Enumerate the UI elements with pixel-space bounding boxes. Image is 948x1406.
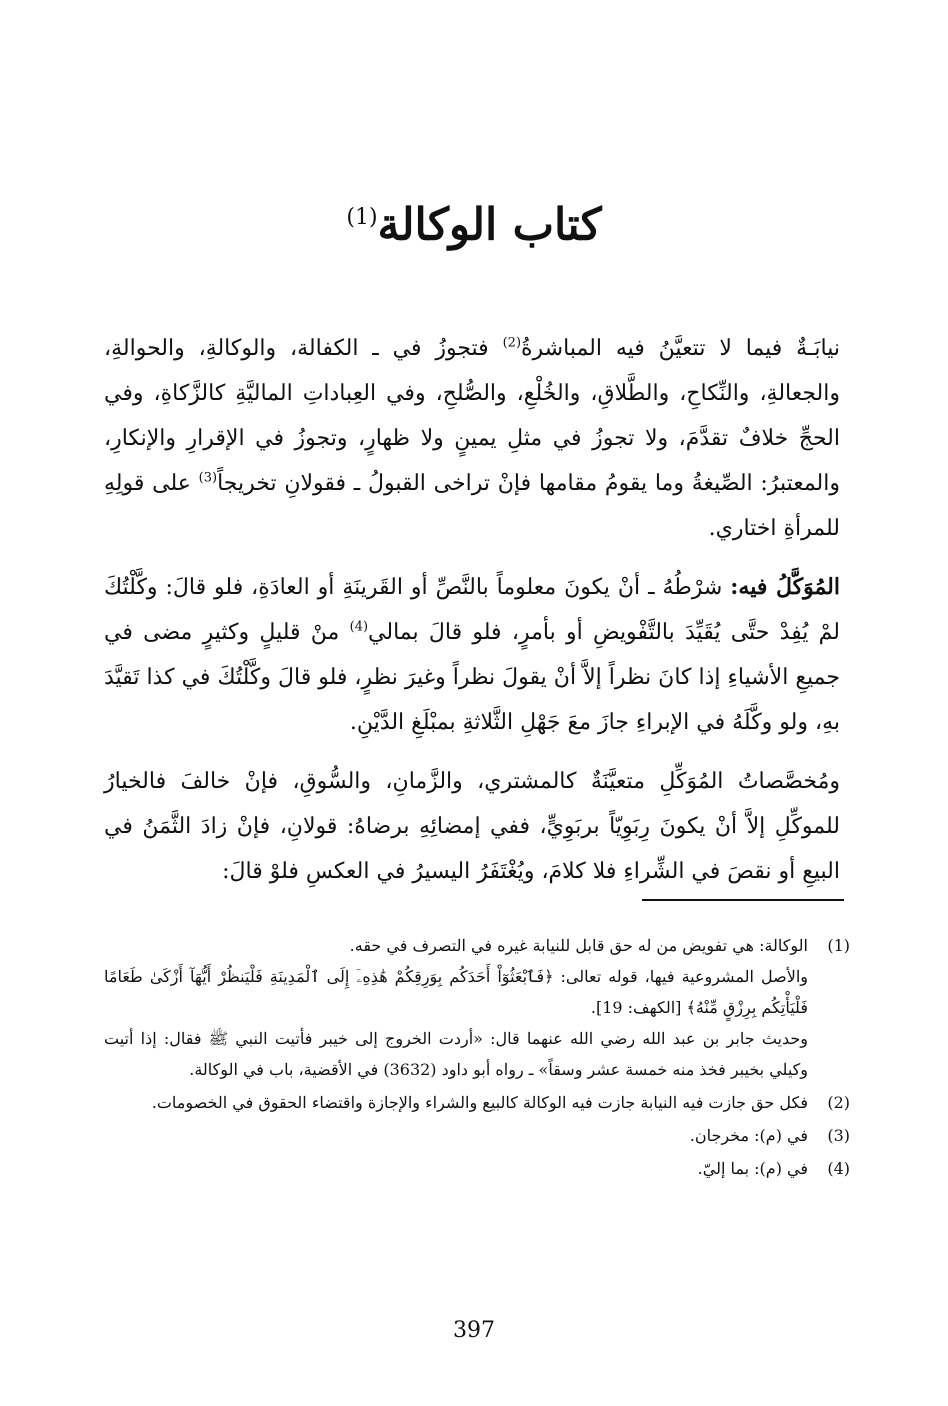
text-segment: فتجوزُ في ـ الكفالة، والوكالةِ، والحوالةِ، والجعالةِ، والنِّكاحِ، والطَّلاقِ، والخُلْعِ، والصُّلحِ، وفي العِباداتِ الماليَّةِ كالزَّكاةِ، وفي الحجِّ خلافٌ تقدَّمَ، ولا تجوزُ في مثلِ يمينٍ ولا ظهارٍ، وتجوزُ في الإقرارِ والإنكارِ، والمعتبرُ: الصِّيغةُ وما يقومُ مقامها فإنْ تراخى القبولُ ـ فقولانِ تخريجاً (104, 336, 840, 496)
text-segment: شرْطُهُ ـ أنْ يكونَ معلوماً بالنَّصِّ أو القَرينَةِ أو العادَةِ، فلو قالَ: وكَّلْتُكَ لمْ يُفِدْ حتَّى يُقَيِّدَ بالتَّفْويضِ أو بأمرٍ، فلو قالَ بمالي (104, 575, 841, 645)
title-footnote-ref: (1) (346, 205, 378, 230)
footnote-ref: (2) (502, 335, 522, 351)
footnote-line: الوكالة: هي تفويض من له حق قابل للنيابة غيره في التصرف في حقه. (349, 936, 808, 955)
footnote-item (104, 1087, 850, 1118)
paragraph-lead: المُوَكَّلُ فيه: (730, 574, 840, 600)
footnote-number: (2) (827, 1093, 850, 1112)
footnote-ref: (4) (349, 619, 369, 635)
footnote-separator (642, 899, 844, 901)
footnote-number: (1) (827, 936, 850, 955)
footnote-line: والأصل المشروعية فيها، قوله تعالى: ﴿فَٱبْعَثُوٓاْ أَحَدَكُم بِوَرِقِكُمْ هَٰذِهِۦٓ إِلَى ٱلْمَدِينَةِ فَلْيَنظُرْ أَيُّهَآ أَزْكَىٰ طَعَامًا فَلْيَأْتِكُم بِرِزْقٍ مِّنْهُ﴾ [الكهف: 19]. (104, 967, 808, 1017)
footnote-line: وحديث جابر بن عبد الله رضي الله عنهما قال: «أردت الخروج إلى خيبر فأتيت النبي ﷺ فقال: إذا أتيت وكيلي بخيبر فخذ منه خمسة عشر وسقاً» ـ رواه أبو داود (3632) في الأقضية، باب في الوكالة. (104, 1029, 808, 1079)
footnote-body (104, 1120, 808, 1151)
paragraph (104, 326, 840, 551)
text-segment: ومُخصَّصاتُ المُوَكِّلِ متعيَّنَةٌ كالمشتري، والزَّمانِ، والسُّوقِ، فإنْ خالفَ فالخيارُ للموكِّلِ إلاَّ أنْ يكونَ رِبَوِيّاً بربَوِيٍّ، ففي إمضائِهِ برضاهُ: قولانِ، فإنْ زادَ الثَّمَنُ في البيعِ أو نقصَ في الشِّراءِ فلا كلامَ، ويُغْتَفَرُ اليسيرُ في العكسِ فلوْ قالَ: (104, 769, 840, 884)
text-segment: منْ قليلٍ وكثيرٍ مضى في جميعِ الأشياءِ إذا كانَ نظراً إلاَّ أنْ يقولَ نظراً وغيرَ نظرٍ، فلو قالَ وكَّلْتُكَ في كذا تَقيَّدَ بهِ، ولو وكَّلَهُ في الإبراءِ جازَ معَ جَهْلِ الثَّلاثةِ بمبْلَغِ الدَّيْنِ. (104, 620, 840, 735)
page-number: 397 (453, 1318, 495, 1343)
footnote-body (104, 1087, 808, 1118)
footnote-line: في (م): بما إليّ. (697, 1159, 808, 1178)
paragraph (104, 759, 840, 894)
footnote-ref: (3) (198, 470, 218, 486)
paragraph (104, 565, 840, 745)
text-segment: على قولِهِ للمرأةِ اختاري. (104, 471, 840, 541)
text-segment: نيابَـةٌ فيما لا تتعيَّنُ فيه المباشرةُ (521, 336, 841, 361)
main-text (104, 326, 840, 908)
footnote-item (104, 1153, 850, 1184)
footnote-line: في (م): مخرجان. (689, 1126, 808, 1145)
footnotes (104, 930, 850, 1186)
footnote-item (104, 930, 850, 1085)
footnote-line: فكل حق جازت فيه النيابة جازت فيه الوكالة كالبيع والشراء والإجازة واقتضاء الحقوق في الخصومات. (151, 1093, 808, 1112)
footnote-item (104, 1120, 850, 1151)
footnote-body (104, 1153, 808, 1184)
chapter-title-text: كتاب الوكالة (377, 199, 602, 251)
footnote-body (104, 930, 808, 1085)
footnote-number: (3) (827, 1126, 850, 1145)
footnote-number: (4) (827, 1159, 850, 1178)
chapter-title (0, 188, 948, 256)
